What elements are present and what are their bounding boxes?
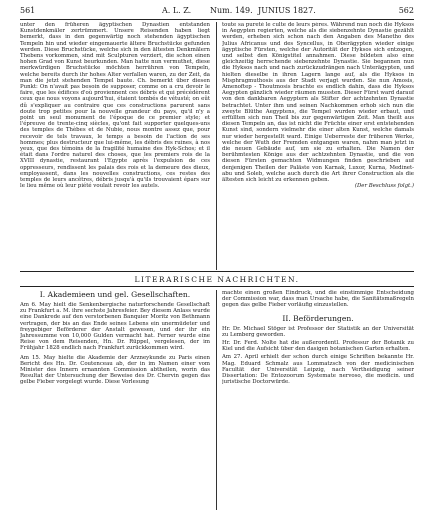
journal-title: A. L. Z. xyxy=(162,6,192,15)
banner-rule-bottom xyxy=(20,286,414,287)
column-divider-lower xyxy=(216,290,217,510)
promotions-paragraph-1: Hr. Dr. Michael Stöger ist Professor der Statistik an der Universität zu Lemberg geworden. xyxy=(222,325,414,338)
section-heading-promotions: II. Beförderungen. xyxy=(282,313,354,323)
lower-left-column xyxy=(20,290,210,510)
to-be-continued-note: (Der Beschluss folgt.) xyxy=(354,183,414,190)
page-header xyxy=(20,5,414,17)
promotions-paragraph-2: Hr. Dr. Ferd. Nolte hat die außerordentl. Professur der Botanik zu Kiel und die Aufsicht über den dasigen botanischen Garten erhalten. xyxy=(222,340,414,353)
promotions-paragraph-3: Am 27. April erhielt der schon durch einige Schriften bekannte Hr. Mag. Eduard Schmalz aus Lommatzsch von der medicinischen Facultät der Universität Leipzig, nach Vertheidigung seiner Dissertation: De Entozoorum Systemate nervoso, die medicin. und juristische Doctorwürde. xyxy=(222,354,414,386)
upper-left-column xyxy=(20,22,210,270)
column-divider-upper xyxy=(216,22,217,270)
lower-right-column xyxy=(222,290,414,510)
upper-right-column xyxy=(222,22,414,270)
academies-paragraph-2: Am 15. May hielte die Akademie der Arzneykunde zu Paris einen Bericht des Hn. Dr. Coutenceau ab, der in im Namen einer vom Minister des Innern ernannten Commission abtheilen, worin das Resultat der Untersuchung der Beweise des Dr. Chervin gegen das gelbe Fieber vorgelegt wurde. Diese Vorlesung xyxy=(20,354,210,386)
issue-date: JUNIUS 1827. xyxy=(258,6,316,15)
academies-paragraph-continued: machte einen großen Eindruck, und die einstimmige Entscheidung der Commission war, dass man Ursache habe, die Sanitätsmaßregeln gegen das gelbe Fieber vorläufig einzustellen. xyxy=(222,290,414,309)
page-number-right: 562 xyxy=(398,6,414,15)
upper-right-text: toute sa pureté le culte de leurs pères. Während nun noch die Hyksos in Aegypten regierten, welche als die siebenzehnte Dynastie gezählt werden, erheben sich schon nach den Angaben des Manetho des Julius Africanus und des Syncellus, in Oberägypten wieder einige ägyptische Fürsten, welche der Autorität der Hyksos sich entzogen, und selbst den Königstitel annahmen. Diese bildeten also eine gleichzeitig herrschende siebenzehnte Dynastie. Sie begannen nun die Hyksos nach und nach zurückzudrängen nach Unterägypten, und hielten dieselbe in ihren Lagern lange auf, als die Hyksos in Misphragmuthosis aus der Stadt verjagt wurden. Sie nun Amosis, Amenoftep - Thoutmosis brachte es endlich dahin, dass die Hyksos Aegypten gänzlich wieder räumen mussten. Dieser Fürst ward darauf von den dankbaren Aegyptern als Stifter der achtzehnten Dynastie betrachtet. Unter ihm und seinen Nachkommen erhob sich nun die zweyte Blüthe Aegyptens, die Tempel wurden wieder erbaut, und erfüllten sich nun Theil bis zur gegenwärtigen Zeit. Man theilt aus diesen Tempeln an, das ist nicht die Früchte einer erst entstehenden Kunst sind, sondern vielmehr die einer alten Kunst, welche damals nur wieder hergestellt ward. Einige Ueberreste der früheren Werke, welche der Wuth der Fremden entgangen waren, nahm man jetzt in die neuen Gebäude auf, um sie zu erhalten. Die Namen der berühmtesten Könige aus der achtzehnten Dynastie, und die von diesen Fürsten gemachten Widmungen finden geschrieben auf denjenigen Theilen der Paläste von Karnak, Luxor, Kurna, Medinet-abu und Soleb, welche auch durch die Art ihrer Construction als die ältesten sich leicht zu erkennen geben. xyxy=(222,22,414,184)
section-banner: LITERARISCHE NACHRICHTEN. xyxy=(134,275,300,284)
banner-rule-top xyxy=(20,271,414,272)
header-rule xyxy=(20,19,414,20)
issue-number: Num. 149. xyxy=(210,6,253,15)
section-heading-academies: I. Akademieen und gel. Gesellschaften. xyxy=(39,290,191,299)
page-number-left: 561 xyxy=(20,6,36,15)
upper-left-text: unter den früheren ägyptischen Dynastien entstanden Kunstdenkmäler zertrümmert. Unsere Reisenden haben liegt bemerkt, dass in den gegenwärtig noch stehenden ägyptischen Tempeln hin und wieder eingemauerte ältere Bruchstücke gefunden werden. Diese Bruchstücke, welche sich in den ältesten Denkmälern Thebens vorkommen, sind mit Sculpturen verziert, die schon einen hohen Grad von Kunst beurkunden. Man hatte nun vermuthet, diese merkwürdigen Bruchstücke möchten herrühren von Tempeln, welche bereits durch ihr hohes Alter verfallen waren, zu der Zeit, da man die jetzt stehenden Tempel baute. Ch. bemerkt über diesen Punkt: On n'avait pas besoin de supposer, comme on a cru devoir le faire, que les édifices d'où proviennent ces débris et qui précédèrent ceux que nous voyons aujourd'hui, étaient tombés de vétusté; on eût dû s'expliquer au contraire que ces constructions parurent sans doute trop petites pour la nouvelle grandeur du pays, qu'il n'y a point un seul monument de l'époque de ce premier style; et l'épreuve de trente-cinq siècles, qu'ont fait supporter quelques-uns des temples de Thèbes et de Nubie, nous montre assez que, pour recevoir de tels travaux, le temps a besoin de l'action de ses hommes; plus destructeur que lui-même, les débris des ruines, à nos yeux, que des témoins de la fragilité humaine des Hyk-Schos; et il était dans l'ordre naturel des choses, que les premiers rois de la XVIII dynastie, restaurant l'Egypte après l'expulsion de ces oppresseurs, rendissent les palais des rois et la demeure des dieux, employassent, dans les nouvelles constructions, ces restes des temples de leurs ancêtres, débris jusqu'à qu'ils trouvaient épars sur le lieu même où leur piété voulait revoir les autels. xyxy=(20,22,210,190)
academies-paragraph-1: Am 6. May hielt die Senkenbergische naturforschende Gesellschaft zu Frankfurt a. M. ihre sechste Jahresfeier. Bey diesem Anlass wurde eine Dankrede auf den verstorbenen Banquier Moritz von Bethmann vertragen, der bis an das Ende seines Lebens ein unermüdeter und freygebiger Beförderer der Anstalt gewesen, und der ihr ein Jahressumme von 10,000 Gulden vermacht hat. Ferner wurde eine Reise von dem Reisenden, Hn. Dr. Rüppel, vergelesen, der im Frühjahr 1828 endlich nach Frankfurt zurückkommen wird. xyxy=(20,302,210,352)
